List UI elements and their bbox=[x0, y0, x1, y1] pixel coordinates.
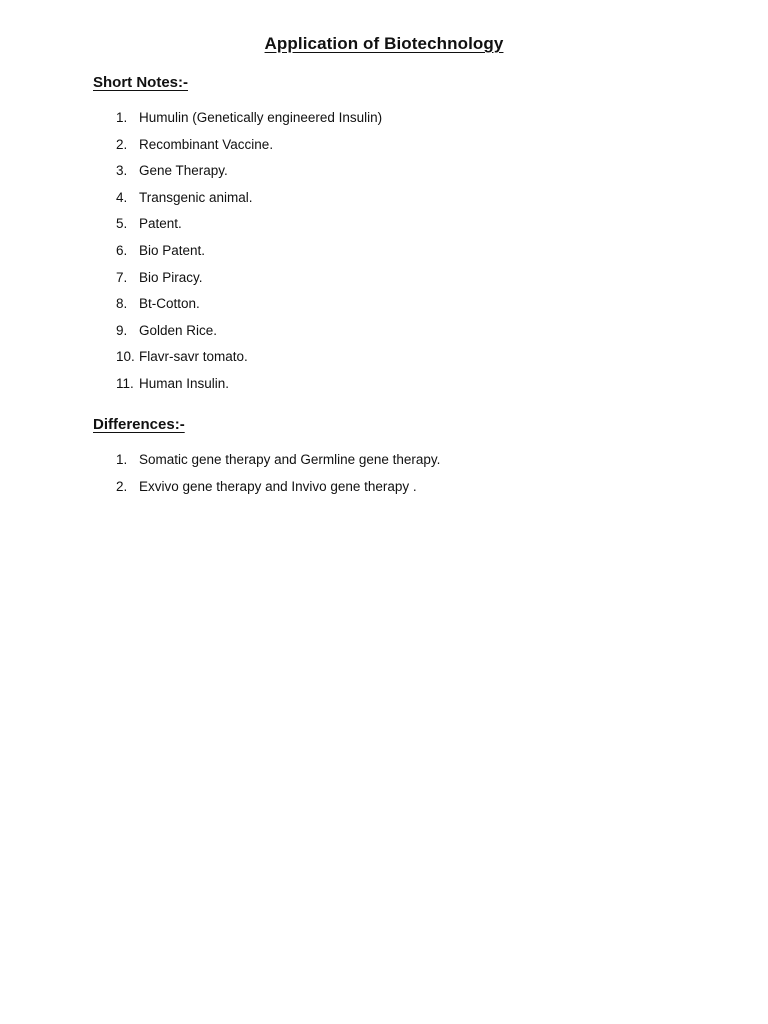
list-item bbox=[116, 215, 382, 242]
item-text: Human Insulin. bbox=[139, 375, 230, 391]
item-text: Patent. bbox=[139, 216, 182, 232]
item-text: Transgenic animal. bbox=[139, 189, 253, 205]
item-text: Recombinant Vaccine. bbox=[139, 136, 274, 152]
item-text: Bio Piracy. bbox=[139, 269, 203, 285]
item-text: Somatic gene therapy and Germline gene therapy. bbox=[139, 452, 441, 467]
item-number: 7. bbox=[116, 269, 128, 285]
item-number: 3. bbox=[116, 163, 128, 179]
item-number: 5. bbox=[116, 216, 128, 232]
list-item bbox=[116, 451, 440, 478]
item-number: 4. bbox=[116, 189, 128, 205]
list-item bbox=[116, 109, 382, 136]
item-number: 2. bbox=[116, 478, 128, 494]
item-number: 9. bbox=[116, 322, 128, 338]
item-number: 11. bbox=[116, 375, 134, 391]
list-item bbox=[116, 478, 440, 505]
item-text: Bt-Cotton. bbox=[139, 296, 200, 312]
list-item bbox=[116, 242, 382, 269]
item-number: 8. bbox=[116, 296, 128, 312]
list-item bbox=[116, 269, 382, 296]
item-number: 1. bbox=[116, 110, 128, 125]
item-text: Golden Rice. bbox=[139, 322, 218, 338]
page-title: Application of Biotechnology bbox=[264, 34, 504, 53]
item-text: Humulin (Genetically engineered Insulin) bbox=[139, 110, 383, 125]
short-notes-heading: Short Notes:- bbox=[93, 74, 188, 91]
list-item bbox=[116, 189, 382, 216]
item-text: Bio Patent. bbox=[139, 242, 206, 258]
item-text: Exvivo gene therapy and Invivo gene therapy . bbox=[139, 478, 417, 494]
item-number: 1. bbox=[116, 452, 128, 467]
list-item bbox=[116, 348, 382, 375]
item-text: Flavr-savr tomato. bbox=[139, 349, 248, 365]
item-number: 6. bbox=[116, 242, 128, 258]
list-item bbox=[116, 295, 382, 322]
short-notes-list bbox=[116, 109, 382, 402]
list-item bbox=[116, 322, 382, 349]
differences-heading: Differences:- bbox=[93, 416, 185, 433]
item-number: 2. bbox=[116, 136, 128, 152]
list-item bbox=[116, 162, 382, 189]
item-number: 10. bbox=[116, 349, 135, 365]
differences-list bbox=[116, 451, 440, 504]
list-item bbox=[116, 375, 382, 402]
item-text: Gene Therapy. bbox=[139, 163, 228, 179]
list-item bbox=[116, 136, 382, 163]
